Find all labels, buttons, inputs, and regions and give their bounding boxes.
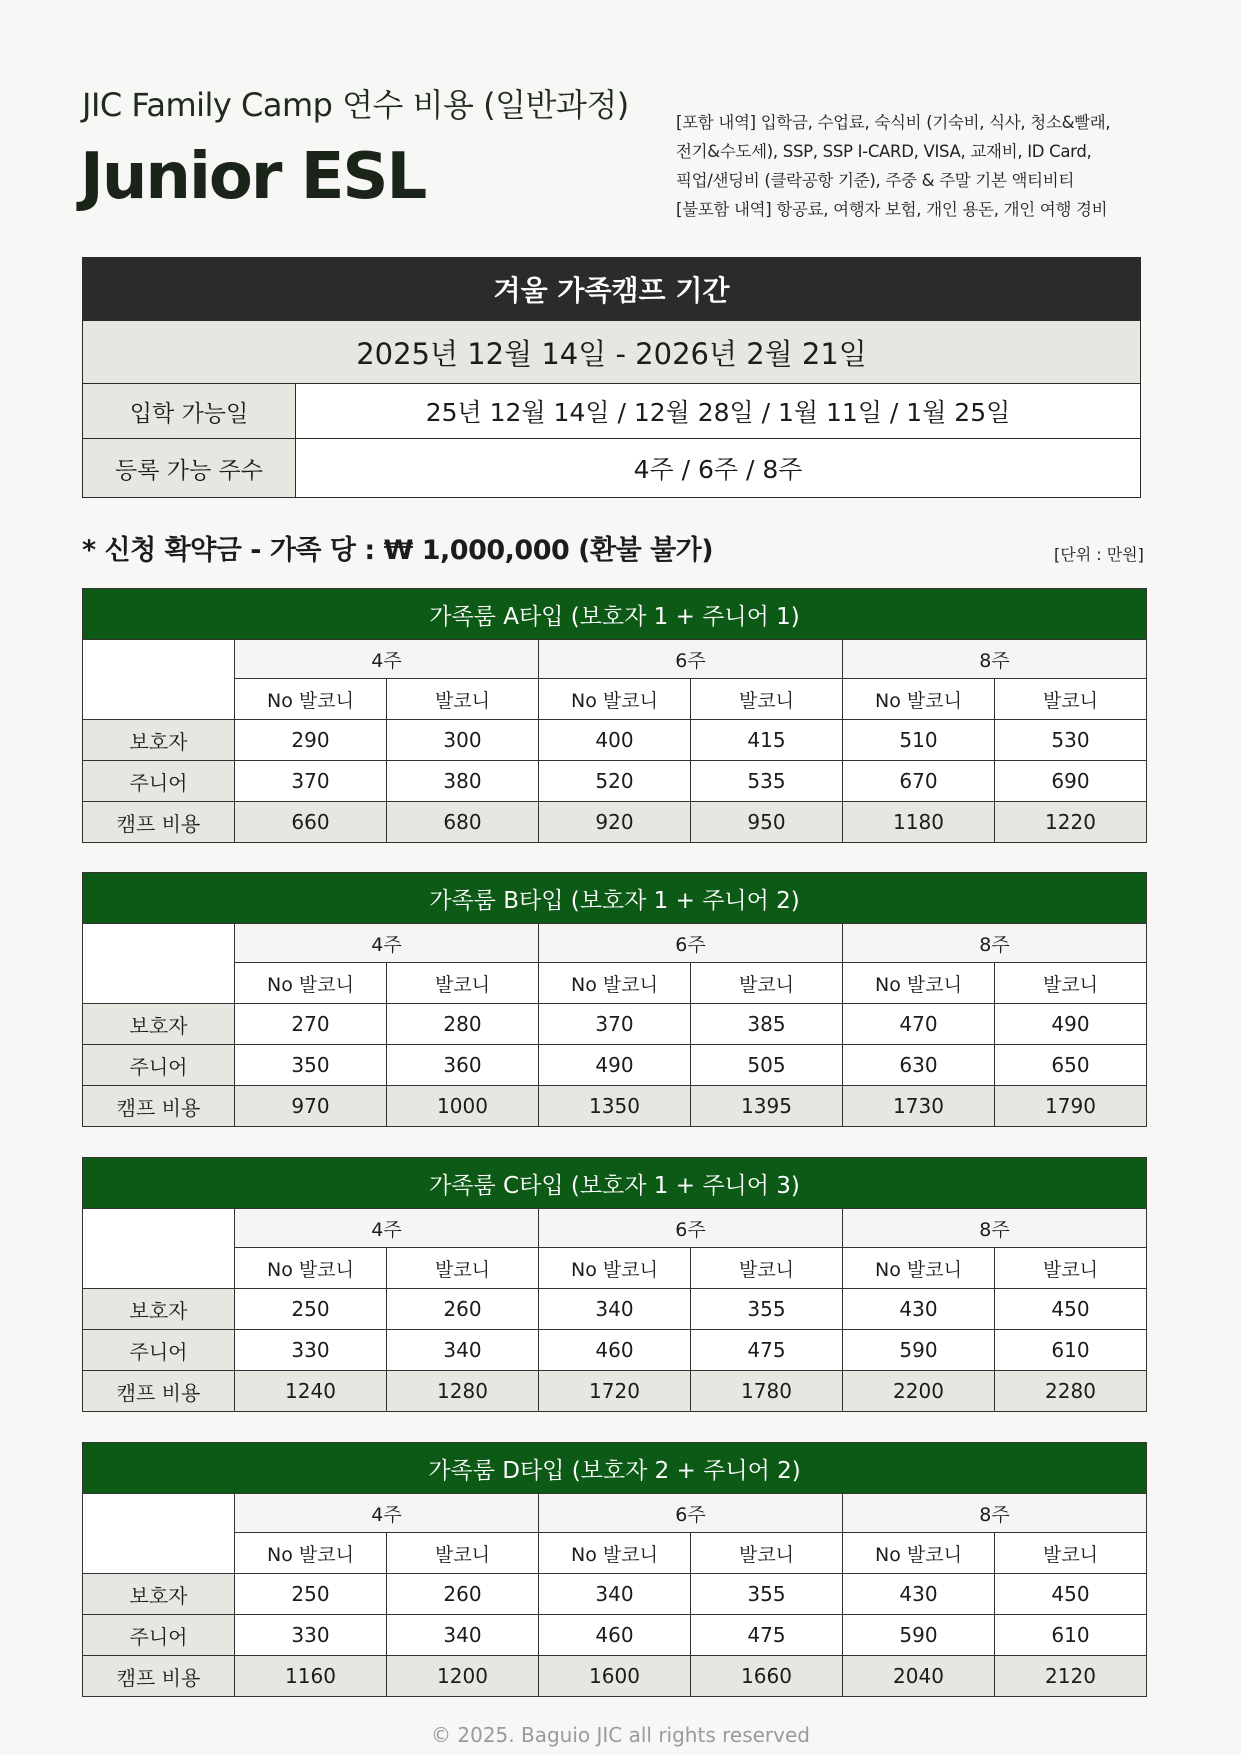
price-cell: 1160 [235,1656,387,1697]
price-cell: 535 [691,761,843,802]
price-cell: 460 [539,1615,691,1656]
copyright-footer: © 2025. Baguio JIC all rights reserved [431,1723,810,1747]
balcony-header: No 발코니 [235,1533,387,1574]
price-cell: 970 [235,1086,387,1127]
price-cell: 510 [843,720,995,761]
balcony-header: 발코니 [691,963,843,1004]
week-header: 8주 [843,1209,1147,1248]
row-label: 보호자 [83,1004,235,1045]
price-cell: 360 [387,1045,539,1086]
week-header: 8주 [843,924,1147,963]
price-cell: 1790 [995,1086,1147,1127]
price-table-title: 가족룸 B타입 (보호자 1 + 주니어 2) [83,873,1147,924]
price-cell: 1720 [539,1371,691,1412]
inclusion-notes [676,108,1146,224]
price-table [82,1442,1147,1697]
note-line: 픽업/샌딩비 (클락공항 기준), 주중 & 주말 기본 액티비티 [676,171,1075,190]
balcony-header: 발코니 [387,679,539,720]
week-header: 4주 [235,1209,539,1248]
balcony-header: 발코니 [995,1533,1147,1574]
price-cell: 2040 [843,1656,995,1697]
corner-cell [83,640,235,720]
price-cell: 1780 [691,1371,843,1412]
price-cell: 1730 [843,1086,995,1127]
row-label: 주니어 [83,1615,235,1656]
price-cell: 1600 [539,1656,691,1697]
note-line: [포함 내역] 입학금, 수업료, 숙식비 (기숙비, 식사, 청소&빨래, [676,113,1111,132]
balcony-header: No 발코니 [539,679,691,720]
price-cell: 2120 [995,1656,1147,1697]
row-label: 캠프 비용 [83,802,235,843]
page-title: Junior ESL [80,140,426,214]
balcony-header: No 발코니 [843,679,995,720]
balcony-header: No 발코니 [843,1533,995,1574]
balcony-header: 발코니 [995,679,1147,720]
balcony-header: No 발코니 [539,1533,691,1574]
camp-period-table [82,257,1141,498]
balcony-header: No 발코니 [843,963,995,1004]
price-cell: 2200 [843,1371,995,1412]
price-cell: 1220 [995,802,1147,843]
price-cell: 490 [995,1004,1147,1045]
week-header: 6주 [539,1209,843,1248]
balcony-header: 발코니 [387,963,539,1004]
balcony-header: No 발코니 [235,1248,387,1289]
week-header: 6주 [539,1494,843,1533]
balcony-header: 발코니 [995,963,1147,1004]
price-cell: 450 [995,1574,1147,1615]
price-cell: 340 [387,1615,539,1656]
price-cell: 250 [235,1574,387,1615]
price-cell: 355 [691,1289,843,1330]
week-header: 6주 [539,924,843,963]
price-cell: 670 [843,761,995,802]
week-header: 4주 [235,640,539,679]
price-cell: 1395 [691,1086,843,1127]
price-table [82,872,1147,1127]
price-cell: 1280 [387,1371,539,1412]
price-cell: 450 [995,1289,1147,1330]
price-cell: 340 [387,1330,539,1371]
price-cell: 270 [235,1004,387,1045]
balcony-header: No 발코니 [235,679,387,720]
row-label: 캠프 비용 [83,1371,235,1412]
price-cell: 690 [995,761,1147,802]
price-cell: 920 [539,802,691,843]
price-cell: 520 [539,761,691,802]
period-heading: 겨울 가족캠프 기간 [83,258,1141,321]
price-cell: 380 [387,761,539,802]
corner-cell [83,1209,235,1289]
balcony-header: No 발코니 [539,963,691,1004]
price-cell: 330 [235,1330,387,1371]
price-cell: 340 [539,1289,691,1330]
price-cell: 1200 [387,1656,539,1697]
price-table-title: 가족룸 C타입 (보호자 1 + 주니어 3) [83,1158,1147,1209]
price-cell: 470 [843,1004,995,1045]
price-cell: 680 [387,802,539,843]
price-cell: 490 [539,1045,691,1086]
note-line: 전기&수도세), SSP, SSP I-CARD, VISA, 교재비, ID Card, [676,142,1092,161]
row-label: 보호자 [83,720,235,761]
price-table [82,588,1147,843]
price-cell: 400 [539,720,691,761]
price-cell: 415 [691,720,843,761]
balcony-header: 발코니 [691,679,843,720]
row-label: 캠프 비용 [83,1656,235,1697]
period-dates: 2025년 12월 14일 - 2026년 2월 21일 [83,321,1141,384]
week-header: 4주 [235,924,539,963]
price-cell: 1660 [691,1656,843,1697]
weeks-value: 4주 / 6주 / 8주 [296,439,1141,498]
price-table-title: 가족룸 D타입 (보호자 2 + 주니어 2) [83,1443,1147,1494]
price-cell: 460 [539,1330,691,1371]
price-cell: 2280 [995,1371,1147,1412]
corner-cell [83,1494,235,1574]
price-cell: 505 [691,1045,843,1086]
price-cell: 630 [843,1045,995,1086]
price-cell: 1350 [539,1086,691,1127]
row-label: 주니어 [83,761,235,802]
price-cell: 355 [691,1574,843,1615]
price-cell: 350 [235,1045,387,1086]
price-cell: 1000 [387,1086,539,1127]
corner-cell [83,924,235,1004]
balcony-header: No 발코니 [843,1248,995,1289]
price-cell: 280 [387,1004,539,1045]
balcony-header: 발코니 [691,1248,843,1289]
weeks-label: 등록 가능 주수 [83,439,296,498]
price-cell: 370 [539,1004,691,1045]
page-subtitle: JIC Family Camp 연수 비용 (일반과정) [82,86,629,124]
week-header: 6주 [539,640,843,679]
price-cell: 430 [843,1574,995,1615]
row-label: 보호자 [83,1574,235,1615]
row-label: 주니어 [83,1045,235,1086]
price-table [82,1157,1147,1412]
price-cell: 260 [387,1574,539,1615]
week-header: 8주 [843,1494,1147,1533]
row-label: 보호자 [83,1289,235,1330]
price-cell: 430 [843,1289,995,1330]
price-cell: 650 [995,1045,1147,1086]
balcony-header: No 발코니 [235,963,387,1004]
price-cell: 475 [691,1615,843,1656]
start-dates-value: 25년 12월 14일 / 12월 28일 / 1월 11일 / 1월 25일 [296,384,1141,439]
price-cell: 330 [235,1615,387,1656]
price-cell: 385 [691,1004,843,1045]
price-cell: 590 [843,1615,995,1656]
price-cell: 260 [387,1289,539,1330]
unit-note: [단위 : 만원] [1054,545,1144,564]
price-cell: 950 [691,802,843,843]
price-cell: 590 [843,1330,995,1371]
balcony-header: 발코니 [691,1533,843,1574]
price-cell: 530 [995,720,1147,761]
price-cell: 250 [235,1289,387,1330]
row-label: 주니어 [83,1330,235,1371]
price-cell: 300 [387,720,539,761]
price-cell: 290 [235,720,387,761]
price-table-title: 가족룸 A타입 (보호자 1 + 주니어 1) [83,589,1147,640]
price-cell: 610 [995,1615,1147,1656]
balcony-header: No 발코니 [539,1248,691,1289]
price-cell: 370 [235,761,387,802]
week-header: 8주 [843,640,1147,679]
price-cell: 660 [235,802,387,843]
week-header: 4주 [235,1494,539,1533]
row-label: 캠프 비용 [83,1086,235,1127]
note-line: [불포함 내역] 항공료, 여행자 보험, 개인 용돈, 개인 여행 경비 [676,200,1108,219]
start-dates-label: 입학 가능일 [83,384,296,439]
balcony-header: 발코니 [387,1248,539,1289]
balcony-header: 발코니 [995,1248,1147,1289]
price-cell: 1180 [843,802,995,843]
price-cell: 475 [691,1330,843,1371]
price-cell: 340 [539,1574,691,1615]
balcony-header: 발코니 [387,1533,539,1574]
deposit-note: * 신청 확약금 - 가족 당 : ₩ 1,000,000 (환불 불가) [82,535,714,566]
price-cell: 1240 [235,1371,387,1412]
price-cell: 610 [995,1330,1147,1371]
